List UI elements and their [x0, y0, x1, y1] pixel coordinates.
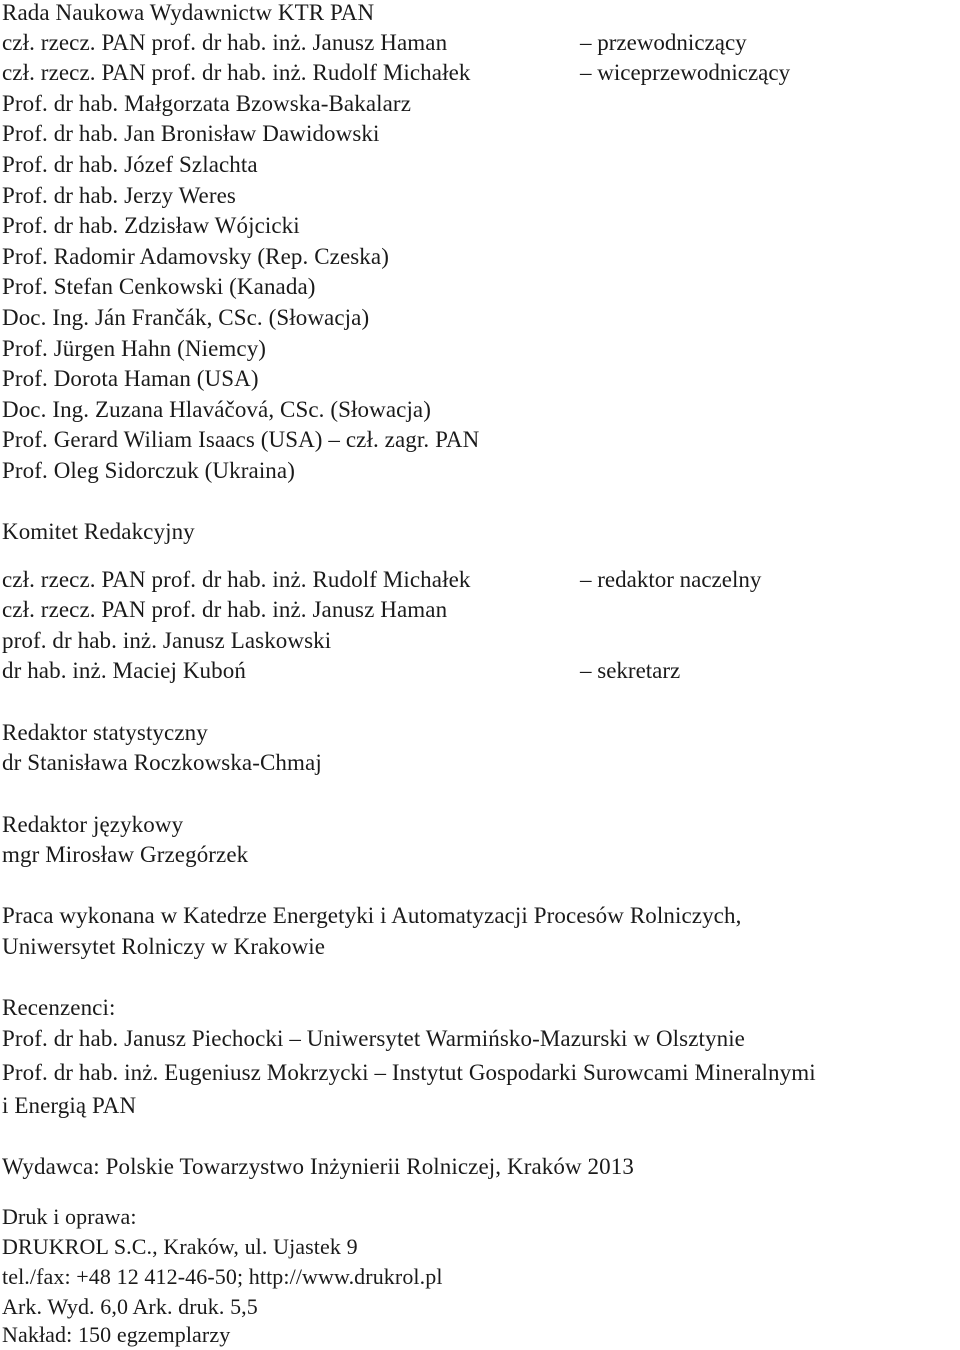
committee-member: dr hab. inż. Maciej Kuboń: [2, 658, 246, 683]
print-copies: Nakład: 150 egzemplarzy: [2, 1322, 231, 1347]
council-member: Prof. dr hab. Zdzisław Wójcicki: [2, 213, 300, 238]
committee-member-role: – sekretarz: [580, 658, 681, 683]
work-line: Uniwersytet Rolniczy w Krakowie: [2, 934, 326, 959]
lang-editor-name: mgr Mirosław Grzegórzek: [2, 842, 249, 867]
stat-editor-name: dr Stanisława Roczkowska-Chmaj: [2, 750, 322, 775]
work-line: Praca wykonana w Katedrze Energetyki i Automatyzacji Procesów Rolniczych,: [2, 903, 742, 928]
council-member: Doc. Ing. Zuzana Hlaváčová, CSc. (Słowacja): [2, 397, 432, 422]
council-member: Prof. Stefan Cenkowski (Kanada): [2, 274, 316, 299]
reviewer-line: Prof. dr hab. inż. Eugeniusz Mokrzycki – Instytut Gospodarki Surowcami Mineralnymi: [2, 1060, 816, 1085]
committee-member-role: – redaktor naczelny: [580, 567, 762, 592]
council-member-role: – przewodniczący: [580, 30, 747, 55]
reviewers-label: Recenzenci:: [2, 995, 116, 1020]
council-member: Prof. Jürgen Hahn (Niemcy): [2, 336, 267, 361]
council-member: Prof. dr hab. Jerzy Weres: [2, 183, 236, 208]
council-member-role: – wiceprzewodniczący: [580, 60, 791, 85]
council-member: czł. rzecz. PAN prof. dr hab. inż. Janusz Haman: [2, 30, 448, 55]
print-sheets: Ark. Wyd. 6,0 Ark. druk. 5,5: [2, 1294, 258, 1319]
council-member: Prof. dr hab. Józef Szlachta: [2, 152, 258, 177]
print-company: DRUKROL S.C., Kraków, ul. Ujastek 9: [2, 1234, 358, 1259]
reviewer-line: i Energią PAN: [2, 1093, 137, 1118]
print-contact: tel./fax: +48 12 412-46-50; http://www.drukrol.pl: [2, 1264, 443, 1289]
council-member: Doc. Ing. Ján Frančák, CSc. (Słowacja): [2, 305, 370, 330]
council-member: Prof. Dorota Haman (USA): [2, 366, 259, 391]
council-member: Prof. dr hab. Małgorzata Bzowska-Bakalarz: [2, 91, 412, 116]
council-member: Prof. dr hab. Jan Bronisław Dawidowski: [2, 121, 380, 146]
committee-member: prof. dr hab. inż. Janusz Laskowski: [2, 628, 332, 653]
publisher-line: Wydawca: Polskie Towarzystwo Inżynierii Rolniczej, Kraków 2013: [2, 1154, 634, 1179]
council-title: Rada Naukowa Wydawnictw KTR PAN: [2, 0, 375, 25]
print-label: Druk i oprawa:: [2, 1204, 137, 1229]
lang-editor-label: Redaktor językowy: [2, 812, 184, 837]
committee-member: czł. rzecz. PAN prof. dr hab. inż. Rudolf Michałek: [2, 567, 471, 592]
council-member: czł. rzecz. PAN prof. dr hab. inż. Rudolf Michałek: [2, 60, 471, 85]
reviewer-line: Prof. dr hab. Janusz Piechocki – Uniwersytet Warmińsko-Mazurski w Olsztynie: [2, 1026, 745, 1051]
council-member: Prof. Oleg Sidorczuk (Ukraina): [2, 458, 295, 483]
committee-member: czł. rzecz. PAN prof. dr hab. inż. Janusz Haman: [2, 597, 448, 622]
council-member: Prof. Gerard Wiliam Isaacs (USA) – czł. zagr. PAN: [2, 427, 480, 452]
committee-title: Komitet Redakcyjny: [2, 519, 195, 544]
council-member: Prof. Radomir Adamovsky (Rep. Czeska): [2, 244, 389, 269]
stat-editor-label: Redaktor statystyczny: [2, 720, 208, 745]
